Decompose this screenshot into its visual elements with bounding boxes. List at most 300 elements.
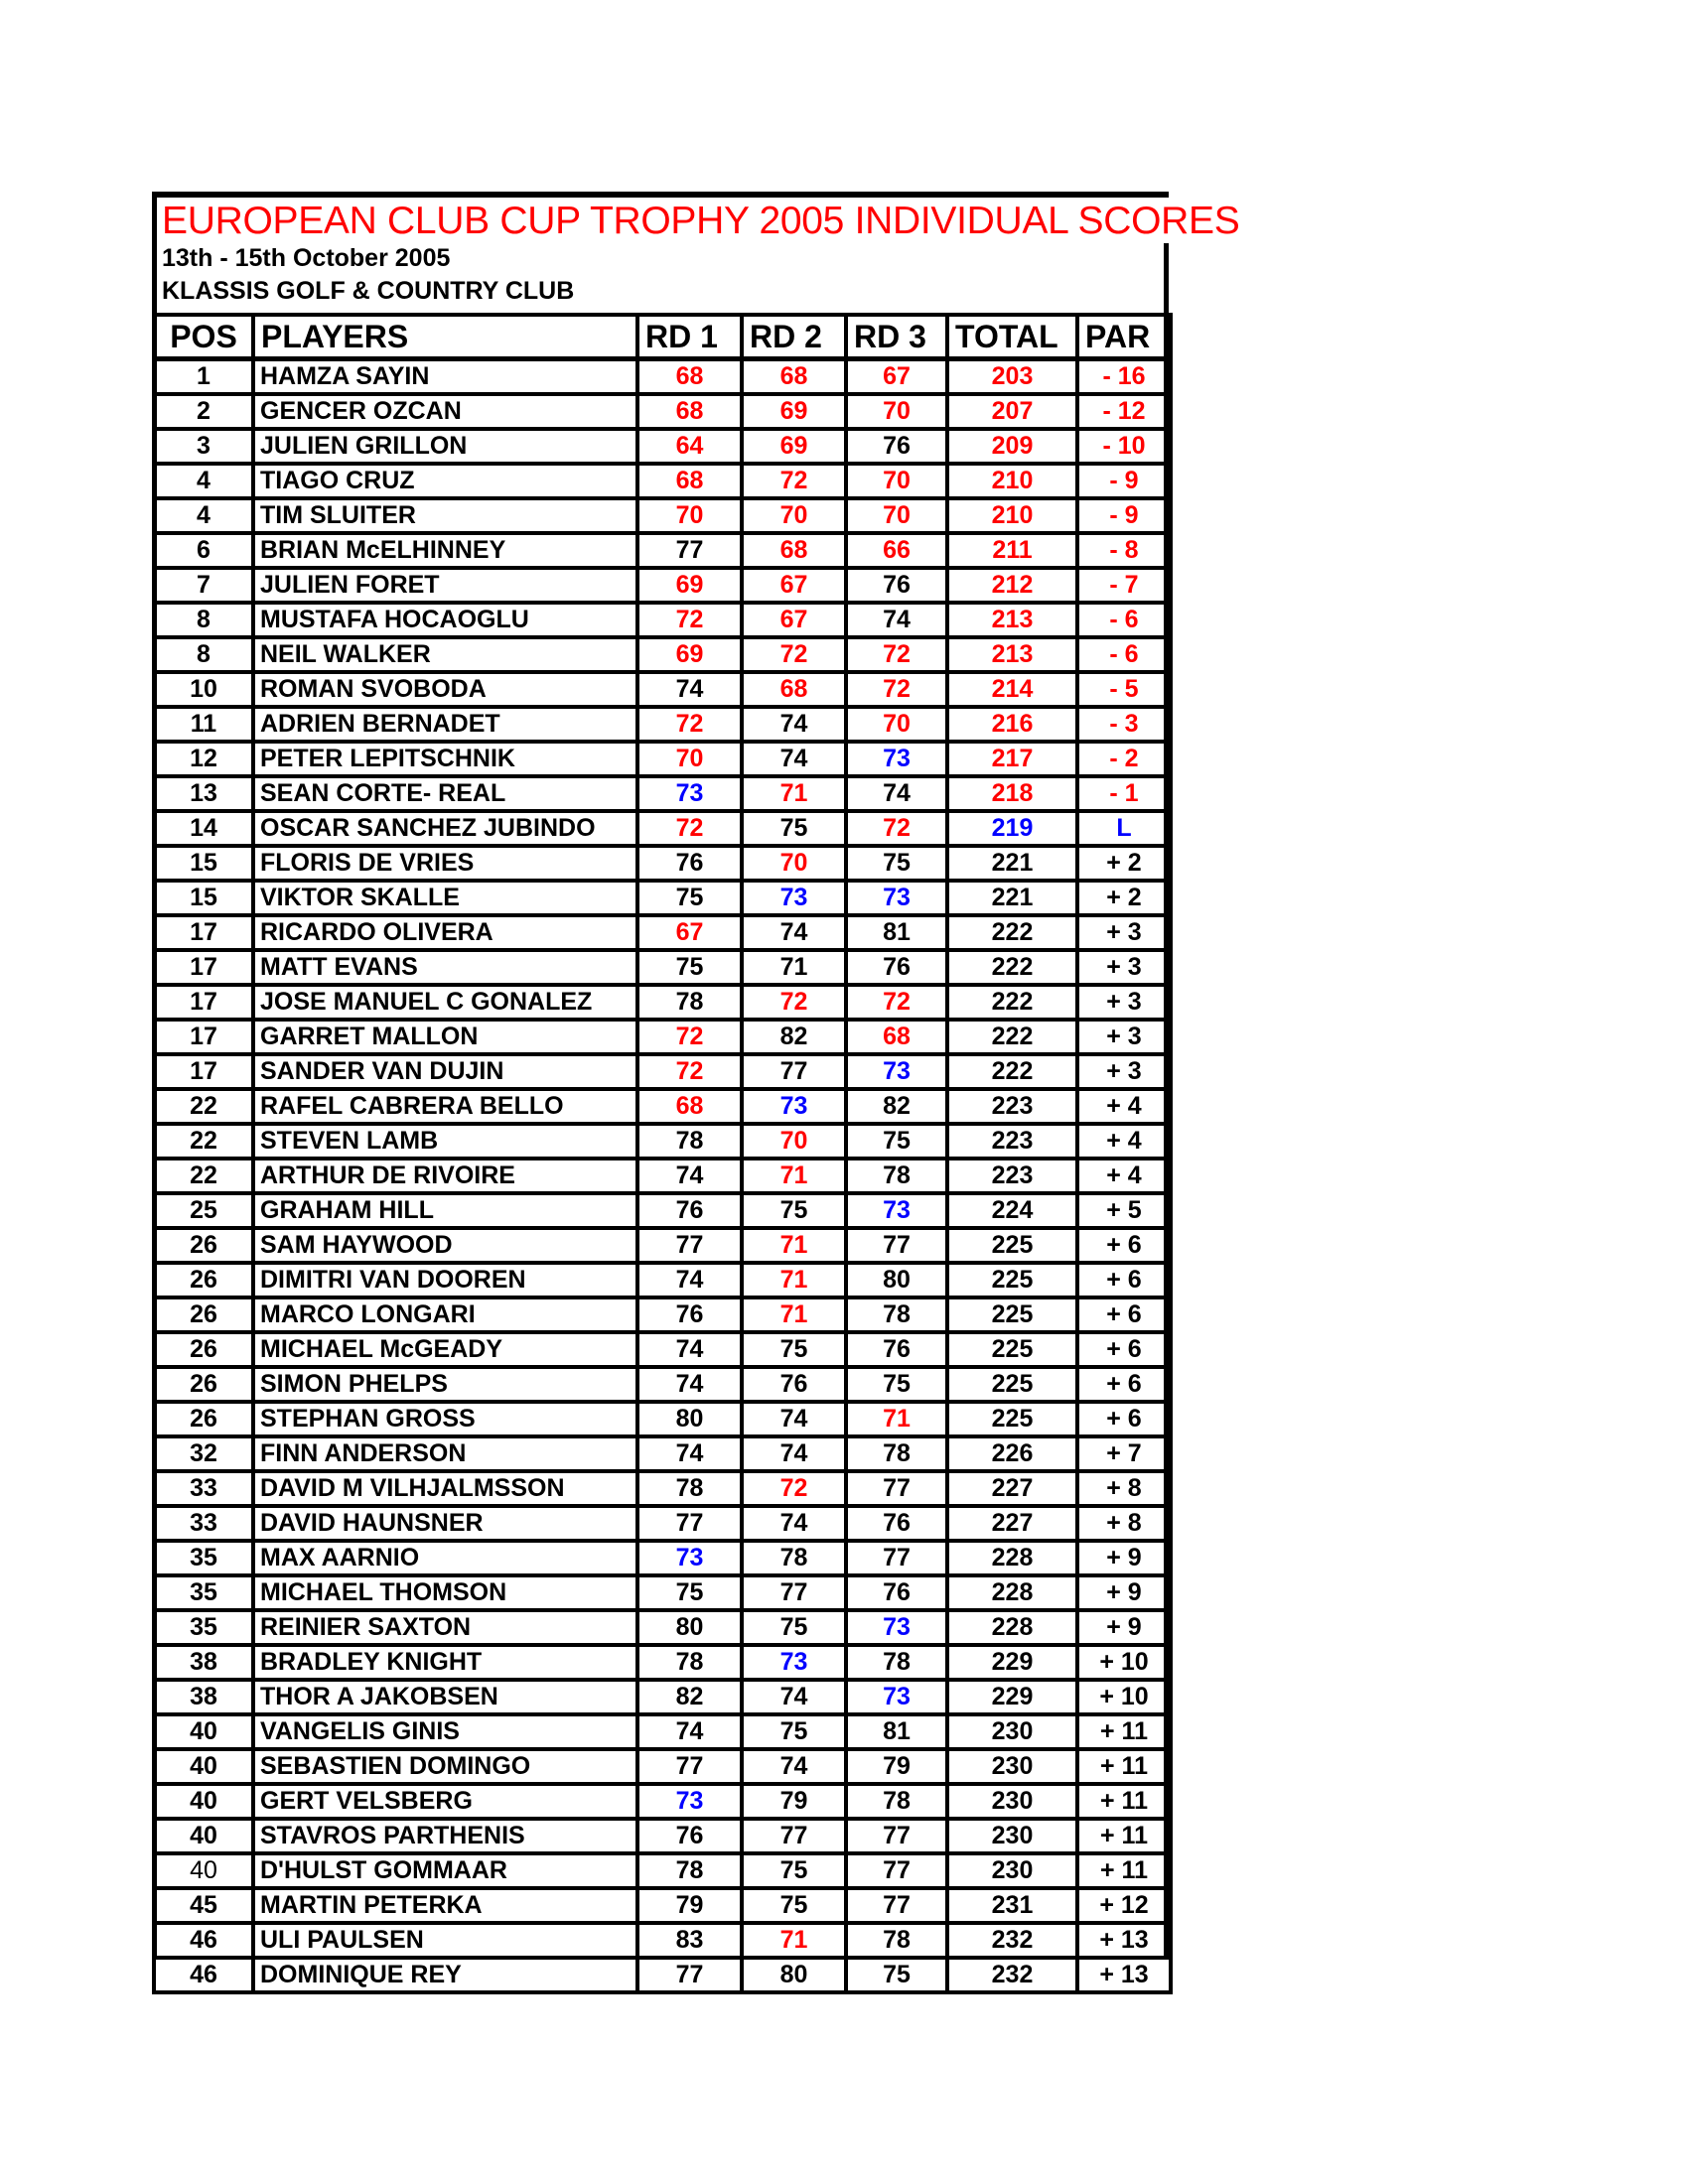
- position-cell: 22: [154, 1124, 253, 1159]
- scores-table-body: [154, 359, 1171, 1993]
- table-row: [154, 1193, 1171, 1228]
- rd2-cell: 71: [742, 1263, 846, 1297]
- rd1-cell: 69: [637, 637, 742, 672]
- rd2-cell: 70: [742, 1124, 846, 1159]
- page-title: EUROPEAN CLUB CUP TROPHY 2005 INDIVIDUAL SCORES: [162, 200, 1240, 242]
- rd3-cell: 76: [846, 1575, 947, 1610]
- rd1-cell: 68: [637, 359, 742, 395]
- rd3-cell: 78: [846, 1645, 947, 1680]
- rd1-cell: 78: [637, 1471, 742, 1506]
- rd2-cell: 68: [742, 672, 846, 707]
- rd1-cell: 83: [637, 1923, 742, 1958]
- player-name-cell: ARTHUR DE RIVOIRE: [253, 1159, 637, 1193]
- position-cell: 17: [154, 950, 253, 985]
- player-name-cell: VIKTOR SKALLE: [253, 881, 637, 915]
- player-name-cell: FLORIS DE VRIES: [253, 846, 637, 881]
- total-cell: 230: [947, 1714, 1077, 1749]
- player-name-cell: OSCAR SANCHEZ JUBINDO: [253, 811, 637, 846]
- player-name-cell: ROMAN SVOBODA: [253, 672, 637, 707]
- total-cell: 203: [947, 359, 1077, 395]
- rd3-cell: 75: [846, 1367, 947, 1402]
- par-cell: + 13: [1077, 1958, 1171, 1992]
- rd3-cell: 76: [846, 1506, 947, 1541]
- table-row: [154, 429, 1171, 464]
- rd1-cell: 76: [637, 846, 742, 881]
- position-cell: 33: [154, 1506, 253, 1541]
- table-row: [154, 1749, 1171, 1784]
- par-cell: + 4: [1077, 1124, 1171, 1159]
- par-cell: - 5: [1077, 672, 1171, 707]
- par-cell: + 8: [1077, 1471, 1171, 1506]
- position-cell: 25: [154, 1193, 253, 1228]
- total-cell: 221: [947, 846, 1077, 881]
- rd3-cell: 74: [846, 776, 947, 811]
- column-header-rd1: RD 1: [637, 315, 742, 359]
- rd2-cell: 70: [742, 846, 846, 881]
- player-name-cell: THOR A JAKOBSEN: [253, 1680, 637, 1714]
- rd1-cell: 73: [637, 776, 742, 811]
- par-cell: - 16: [1077, 359, 1171, 395]
- rd1-cell: 72: [637, 1054, 742, 1089]
- player-name-cell: RICARDO OLIVERA: [253, 915, 637, 950]
- event-venue: KLASSIS GOLF & COUNTRY CLUB: [162, 277, 575, 305]
- rd1-cell: 75: [637, 1575, 742, 1610]
- rd2-cell: 74: [742, 742, 846, 776]
- player-name-cell: DAVID HAUNSNER: [253, 1506, 637, 1541]
- total-cell: 223: [947, 1089, 1077, 1124]
- rd1-cell: 74: [637, 1263, 742, 1297]
- position-cell: 38: [154, 1680, 253, 1714]
- player-name-cell: DAVID M VILHJALMSSON: [253, 1471, 637, 1506]
- rd1-cell: 64: [637, 429, 742, 464]
- rd3-cell: 79: [846, 1749, 947, 1784]
- player-name-cell: STEVEN LAMB: [253, 1124, 637, 1159]
- rd1-cell: 74: [637, 1367, 742, 1402]
- table-row: [154, 1784, 1171, 1819]
- total-cell: 223: [947, 1159, 1077, 1193]
- total-cell: 225: [947, 1402, 1077, 1436]
- table-row: [154, 950, 1171, 985]
- total-cell: 219: [947, 811, 1077, 846]
- total-cell: 230: [947, 1819, 1077, 1853]
- table-row: [154, 1228, 1171, 1263]
- table-row: [154, 881, 1171, 915]
- par-cell: + 6: [1077, 1332, 1171, 1367]
- table-row: [154, 985, 1171, 1020]
- rd1-cell: 74: [637, 1332, 742, 1367]
- table-row: [154, 1263, 1171, 1297]
- rd3-cell: 73: [846, 1193, 947, 1228]
- position-cell: 26: [154, 1332, 253, 1367]
- table-row: [154, 1436, 1171, 1471]
- rd2-cell: 68: [742, 533, 846, 568]
- total-cell: 210: [947, 464, 1077, 498]
- position-cell: 1: [154, 359, 253, 395]
- total-cell: 230: [947, 1853, 1077, 1888]
- position-cell: 4: [154, 498, 253, 533]
- rd1-cell: 70: [637, 498, 742, 533]
- position-cell: 35: [154, 1610, 253, 1645]
- rd1-cell: 77: [637, 1958, 742, 1992]
- par-cell: + 3: [1077, 985, 1171, 1020]
- par-cell: - 6: [1077, 603, 1171, 637]
- rd3-cell: 75: [846, 1124, 947, 1159]
- table-row: [154, 1367, 1171, 1402]
- rd2-cell: 74: [742, 1402, 846, 1436]
- par-cell: + 3: [1077, 915, 1171, 950]
- player-name-cell: SANDER VAN DUJIN: [253, 1054, 637, 1089]
- total-cell: 217: [947, 742, 1077, 776]
- rd3-cell: 78: [846, 1923, 947, 1958]
- rd1-cell: 78: [637, 1124, 742, 1159]
- total-cell: 213: [947, 637, 1077, 672]
- rd3-cell: 73: [846, 881, 947, 915]
- position-cell: 26: [154, 1297, 253, 1332]
- position-cell: 13: [154, 776, 253, 811]
- total-cell: 228: [947, 1610, 1077, 1645]
- table-row: [154, 1089, 1171, 1124]
- rd2-cell: 71: [742, 950, 846, 985]
- table-row: [154, 1402, 1171, 1436]
- player-name-cell: MICHAEL THOMSON: [253, 1575, 637, 1610]
- table-row: [154, 533, 1171, 568]
- rd2-cell: 70: [742, 498, 846, 533]
- column-header-players: PLAYERS: [253, 315, 637, 359]
- table-row: [154, 707, 1171, 742]
- position-cell: 26: [154, 1402, 253, 1436]
- rd1-cell: 73: [637, 1784, 742, 1819]
- rd2-cell: 82: [742, 1020, 846, 1054]
- par-cell: - 10: [1077, 429, 1171, 464]
- par-cell: + 8: [1077, 1506, 1171, 1541]
- rd3-cell: 70: [846, 394, 947, 429]
- rd3-cell: 76: [846, 568, 947, 603]
- rd2-cell: 71: [742, 1923, 846, 1958]
- rd3-cell: 80: [846, 1263, 947, 1297]
- table-row: [154, 1541, 1171, 1575]
- total-cell: 212: [947, 568, 1077, 603]
- total-cell: 224: [947, 1193, 1077, 1228]
- rd3-cell: 70: [846, 464, 947, 498]
- rd2-cell: 72: [742, 1471, 846, 1506]
- rd2-cell: 69: [742, 429, 846, 464]
- par-cell: + 3: [1077, 1054, 1171, 1089]
- total-cell: 222: [947, 1054, 1077, 1089]
- rd1-cell: 76: [637, 1193, 742, 1228]
- par-cell: - 3: [1077, 707, 1171, 742]
- player-name-cell: TIAGO CRUZ: [253, 464, 637, 498]
- position-cell: 2: [154, 394, 253, 429]
- rd2-cell: 75: [742, 1853, 846, 1888]
- par-cell: + 6: [1077, 1297, 1171, 1332]
- rd2-cell: 74: [742, 1436, 846, 1471]
- par-cell: - 7: [1077, 568, 1171, 603]
- rd2-cell: 74: [742, 1749, 846, 1784]
- column-header-total: TOTAL: [947, 315, 1077, 359]
- position-cell: 4: [154, 464, 253, 498]
- player-name-cell: SIMON PHELPS: [253, 1367, 637, 1402]
- par-cell: + 9: [1077, 1610, 1171, 1645]
- rd3-cell: 82: [846, 1089, 947, 1124]
- table-row: [154, 1714, 1171, 1749]
- table-row: [154, 1923, 1171, 1958]
- rd2-cell: 69: [742, 394, 846, 429]
- rd3-cell: 77: [846, 1471, 947, 1506]
- par-cell: - 2: [1077, 742, 1171, 776]
- player-name-cell: DOMINIQUE REY: [253, 1958, 637, 1992]
- par-cell: + 2: [1077, 846, 1171, 881]
- rd3-cell: 73: [846, 1680, 947, 1714]
- par-cell: + 6: [1077, 1402, 1171, 1436]
- position-cell: 15: [154, 846, 253, 881]
- rd3-cell: 81: [846, 1714, 947, 1749]
- player-name-cell: ULI PAULSEN: [253, 1923, 637, 1958]
- total-cell: 222: [947, 1020, 1077, 1054]
- table-row: [154, 1853, 1171, 1888]
- total-cell: 232: [947, 1958, 1077, 1992]
- par-cell: + 4: [1077, 1089, 1171, 1124]
- position-cell: 17: [154, 1054, 253, 1089]
- player-name-cell: STAVROS PARTHENIS: [253, 1819, 637, 1853]
- rd1-cell: 74: [637, 672, 742, 707]
- player-name-cell: HAMZA SAYIN: [253, 359, 637, 395]
- position-cell: 38: [154, 1645, 253, 1680]
- total-cell: 231: [947, 1888, 1077, 1923]
- par-cell: + 3: [1077, 950, 1171, 985]
- rd2-cell: 74: [742, 1680, 846, 1714]
- total-cell: 227: [947, 1506, 1077, 1541]
- position-cell: 22: [154, 1089, 253, 1124]
- table-row: [154, 915, 1171, 950]
- rd2-cell: 71: [742, 776, 846, 811]
- par-cell: + 11: [1077, 1853, 1171, 1888]
- rd2-cell: 68: [742, 359, 846, 395]
- table-row: [154, 1332, 1171, 1367]
- total-cell: 228: [947, 1575, 1077, 1610]
- table-row: [154, 1680, 1171, 1714]
- table-row: [154, 568, 1171, 603]
- rd3-cell: 77: [846, 1541, 947, 1575]
- player-name-cell: SEBASTIEN DOMINGO: [253, 1749, 637, 1784]
- player-name-cell: BRIAN McELHINNEY: [253, 533, 637, 568]
- total-cell: 222: [947, 985, 1077, 1020]
- rd3-cell: 71: [846, 1402, 947, 1436]
- player-name-cell: SEAN CORTE- REAL: [253, 776, 637, 811]
- column-header-rd2: RD 2: [742, 315, 846, 359]
- total-cell: 223: [947, 1124, 1077, 1159]
- rd2-cell: 75: [742, 1332, 846, 1367]
- position-cell: 40: [154, 1819, 253, 1853]
- par-cell: + 11: [1077, 1749, 1171, 1784]
- par-cell: L: [1077, 811, 1171, 846]
- par-cell: + 11: [1077, 1784, 1171, 1819]
- rd1-cell: 77: [637, 1228, 742, 1263]
- par-cell: - 9: [1077, 464, 1171, 498]
- player-name-cell: MARCO LONGARI: [253, 1297, 637, 1332]
- rd3-cell: 78: [846, 1297, 947, 1332]
- rd2-cell: 72: [742, 637, 846, 672]
- table-row: [154, 1645, 1171, 1680]
- total-cell: 229: [947, 1680, 1077, 1714]
- player-name-cell: MARTIN PETERKA: [253, 1888, 637, 1923]
- player-name-cell: FINN ANDERSON: [253, 1436, 637, 1471]
- position-cell: 17: [154, 915, 253, 950]
- total-cell: 225: [947, 1367, 1077, 1402]
- rd1-cell: 68: [637, 394, 742, 429]
- par-cell: + 9: [1077, 1541, 1171, 1575]
- table-row: [154, 1506, 1171, 1541]
- player-name-cell: REINIER SAXTON: [253, 1610, 637, 1645]
- table-row: [154, 811, 1171, 846]
- rd1-cell: 74: [637, 1159, 742, 1193]
- rd1-cell: 77: [637, 1506, 742, 1541]
- rd3-cell: 77: [846, 1228, 947, 1263]
- par-cell: + 7: [1077, 1436, 1171, 1471]
- position-cell: 40: [154, 1784, 253, 1819]
- par-cell: + 11: [1077, 1819, 1171, 1853]
- rd2-cell: 75: [742, 1714, 846, 1749]
- position-cell: 3: [154, 429, 253, 464]
- rd3-cell: 66: [846, 533, 947, 568]
- rd1-cell: 72: [637, 707, 742, 742]
- rd2-cell: 71: [742, 1159, 846, 1193]
- table-row: [154, 1888, 1171, 1923]
- rd1-cell: 76: [637, 1297, 742, 1332]
- player-name-cell: D'HULST GOMMAAR: [253, 1853, 637, 1888]
- total-cell: 221: [947, 881, 1077, 915]
- rd3-cell: 77: [846, 1819, 947, 1853]
- player-name-cell: STEPHAN GROSS: [253, 1402, 637, 1436]
- total-cell: 222: [947, 950, 1077, 985]
- player-name-cell: JULIEN FORET: [253, 568, 637, 603]
- position-cell: 17: [154, 1020, 253, 1054]
- rd1-cell: 74: [637, 1714, 742, 1749]
- table-row: [154, 1958, 1171, 1992]
- rd3-cell: 77: [846, 1853, 947, 1888]
- player-name-cell: MAX AARNIO: [253, 1541, 637, 1575]
- total-cell: 213: [947, 603, 1077, 637]
- position-cell: 22: [154, 1159, 253, 1193]
- total-cell: 230: [947, 1784, 1077, 1819]
- total-cell: 226: [947, 1436, 1077, 1471]
- rd1-cell: 68: [637, 464, 742, 498]
- par-cell: + 12: [1077, 1888, 1171, 1923]
- table-row: [154, 1054, 1171, 1089]
- par-cell: + 10: [1077, 1680, 1171, 1714]
- player-name-cell: MICHAEL McGEADY: [253, 1332, 637, 1367]
- rd3-cell: 75: [846, 1958, 947, 1992]
- player-name-cell: TIM SLUITER: [253, 498, 637, 533]
- total-cell: 225: [947, 1263, 1077, 1297]
- rd1-cell: 78: [637, 985, 742, 1020]
- rd3-cell: 70: [846, 498, 947, 533]
- rd2-cell: 77: [742, 1054, 846, 1089]
- par-cell: - 1: [1077, 776, 1171, 811]
- position-cell: 35: [154, 1575, 253, 1610]
- player-name-cell: JULIEN GRILLON: [253, 429, 637, 464]
- position-cell: 26: [154, 1263, 253, 1297]
- rd2-cell: 67: [742, 568, 846, 603]
- player-name-cell: VANGELIS GINIS: [253, 1714, 637, 1749]
- total-cell: 227: [947, 1471, 1077, 1506]
- table-row: [154, 1159, 1171, 1193]
- rd3-cell: 78: [846, 1436, 947, 1471]
- position-cell: 40: [154, 1749, 253, 1784]
- table-row: [154, 1575, 1171, 1610]
- rd1-cell: 75: [637, 881, 742, 915]
- rd3-cell: 72: [846, 811, 947, 846]
- rd2-cell: 77: [742, 1575, 846, 1610]
- par-cell: + 11: [1077, 1714, 1171, 1749]
- player-name-cell: ADRIEN BERNADET: [253, 707, 637, 742]
- player-name-cell: GRAHAM HILL: [253, 1193, 637, 1228]
- player-name-cell: GENCER OZCAN: [253, 394, 637, 429]
- par-cell: + 5: [1077, 1193, 1171, 1228]
- table-row: [154, 498, 1171, 533]
- table-row: [154, 464, 1171, 498]
- total-cell: 216: [947, 707, 1077, 742]
- position-cell: 11: [154, 707, 253, 742]
- rd1-cell: 76: [637, 1819, 742, 1853]
- position-cell: 46: [154, 1923, 253, 1958]
- total-cell: 225: [947, 1297, 1077, 1332]
- rd2-cell: 73: [742, 1645, 846, 1680]
- player-name-cell: MUSTAFA HOCAOGLU: [253, 603, 637, 637]
- rd1-cell: 72: [637, 603, 742, 637]
- rd1-cell: 70: [637, 742, 742, 776]
- position-cell: 6: [154, 533, 253, 568]
- table-row: [154, 742, 1171, 776]
- position-cell: 15: [154, 881, 253, 915]
- par-cell: + 6: [1077, 1367, 1171, 1402]
- rd2-cell: 74: [742, 707, 846, 742]
- position-cell: 17: [154, 985, 253, 1020]
- rd1-cell: 68: [637, 1089, 742, 1124]
- rd3-cell: 72: [846, 672, 947, 707]
- rd3-cell: 70: [846, 707, 947, 742]
- table-row: [154, 846, 1171, 881]
- rd2-cell: 77: [742, 1819, 846, 1853]
- table-row: [154, 603, 1171, 637]
- rd2-cell: 72: [742, 985, 846, 1020]
- rd2-cell: 74: [742, 915, 846, 950]
- column-header-par: PAR: [1077, 315, 1171, 359]
- par-cell: + 4: [1077, 1159, 1171, 1193]
- rd3-cell: 72: [846, 637, 947, 672]
- total-cell: 218: [947, 776, 1077, 811]
- rd3-cell: 74: [846, 603, 947, 637]
- rd2-cell: 75: [742, 1193, 846, 1228]
- par-cell: - 12: [1077, 394, 1171, 429]
- rd2-cell: 74: [742, 1506, 846, 1541]
- player-name-cell: MATT EVANS: [253, 950, 637, 985]
- column-header-pos: POS: [154, 315, 253, 359]
- position-cell: 40: [154, 1853, 253, 1888]
- table-row: [154, 1124, 1171, 1159]
- table-row: [154, 1020, 1171, 1054]
- position-cell: 7: [154, 568, 253, 603]
- par-cell: - 9: [1077, 498, 1171, 533]
- rd1-cell: 79: [637, 1888, 742, 1923]
- rd1-cell: 74: [637, 1436, 742, 1471]
- rd2-cell: 75: [742, 1610, 846, 1645]
- column-header-rd3: RD 3: [846, 315, 947, 359]
- rd3-cell: 81: [846, 915, 947, 950]
- position-cell: 10: [154, 672, 253, 707]
- par-cell: + 6: [1077, 1263, 1171, 1297]
- rd3-cell: 76: [846, 1332, 947, 1367]
- rd2-cell: 67: [742, 603, 846, 637]
